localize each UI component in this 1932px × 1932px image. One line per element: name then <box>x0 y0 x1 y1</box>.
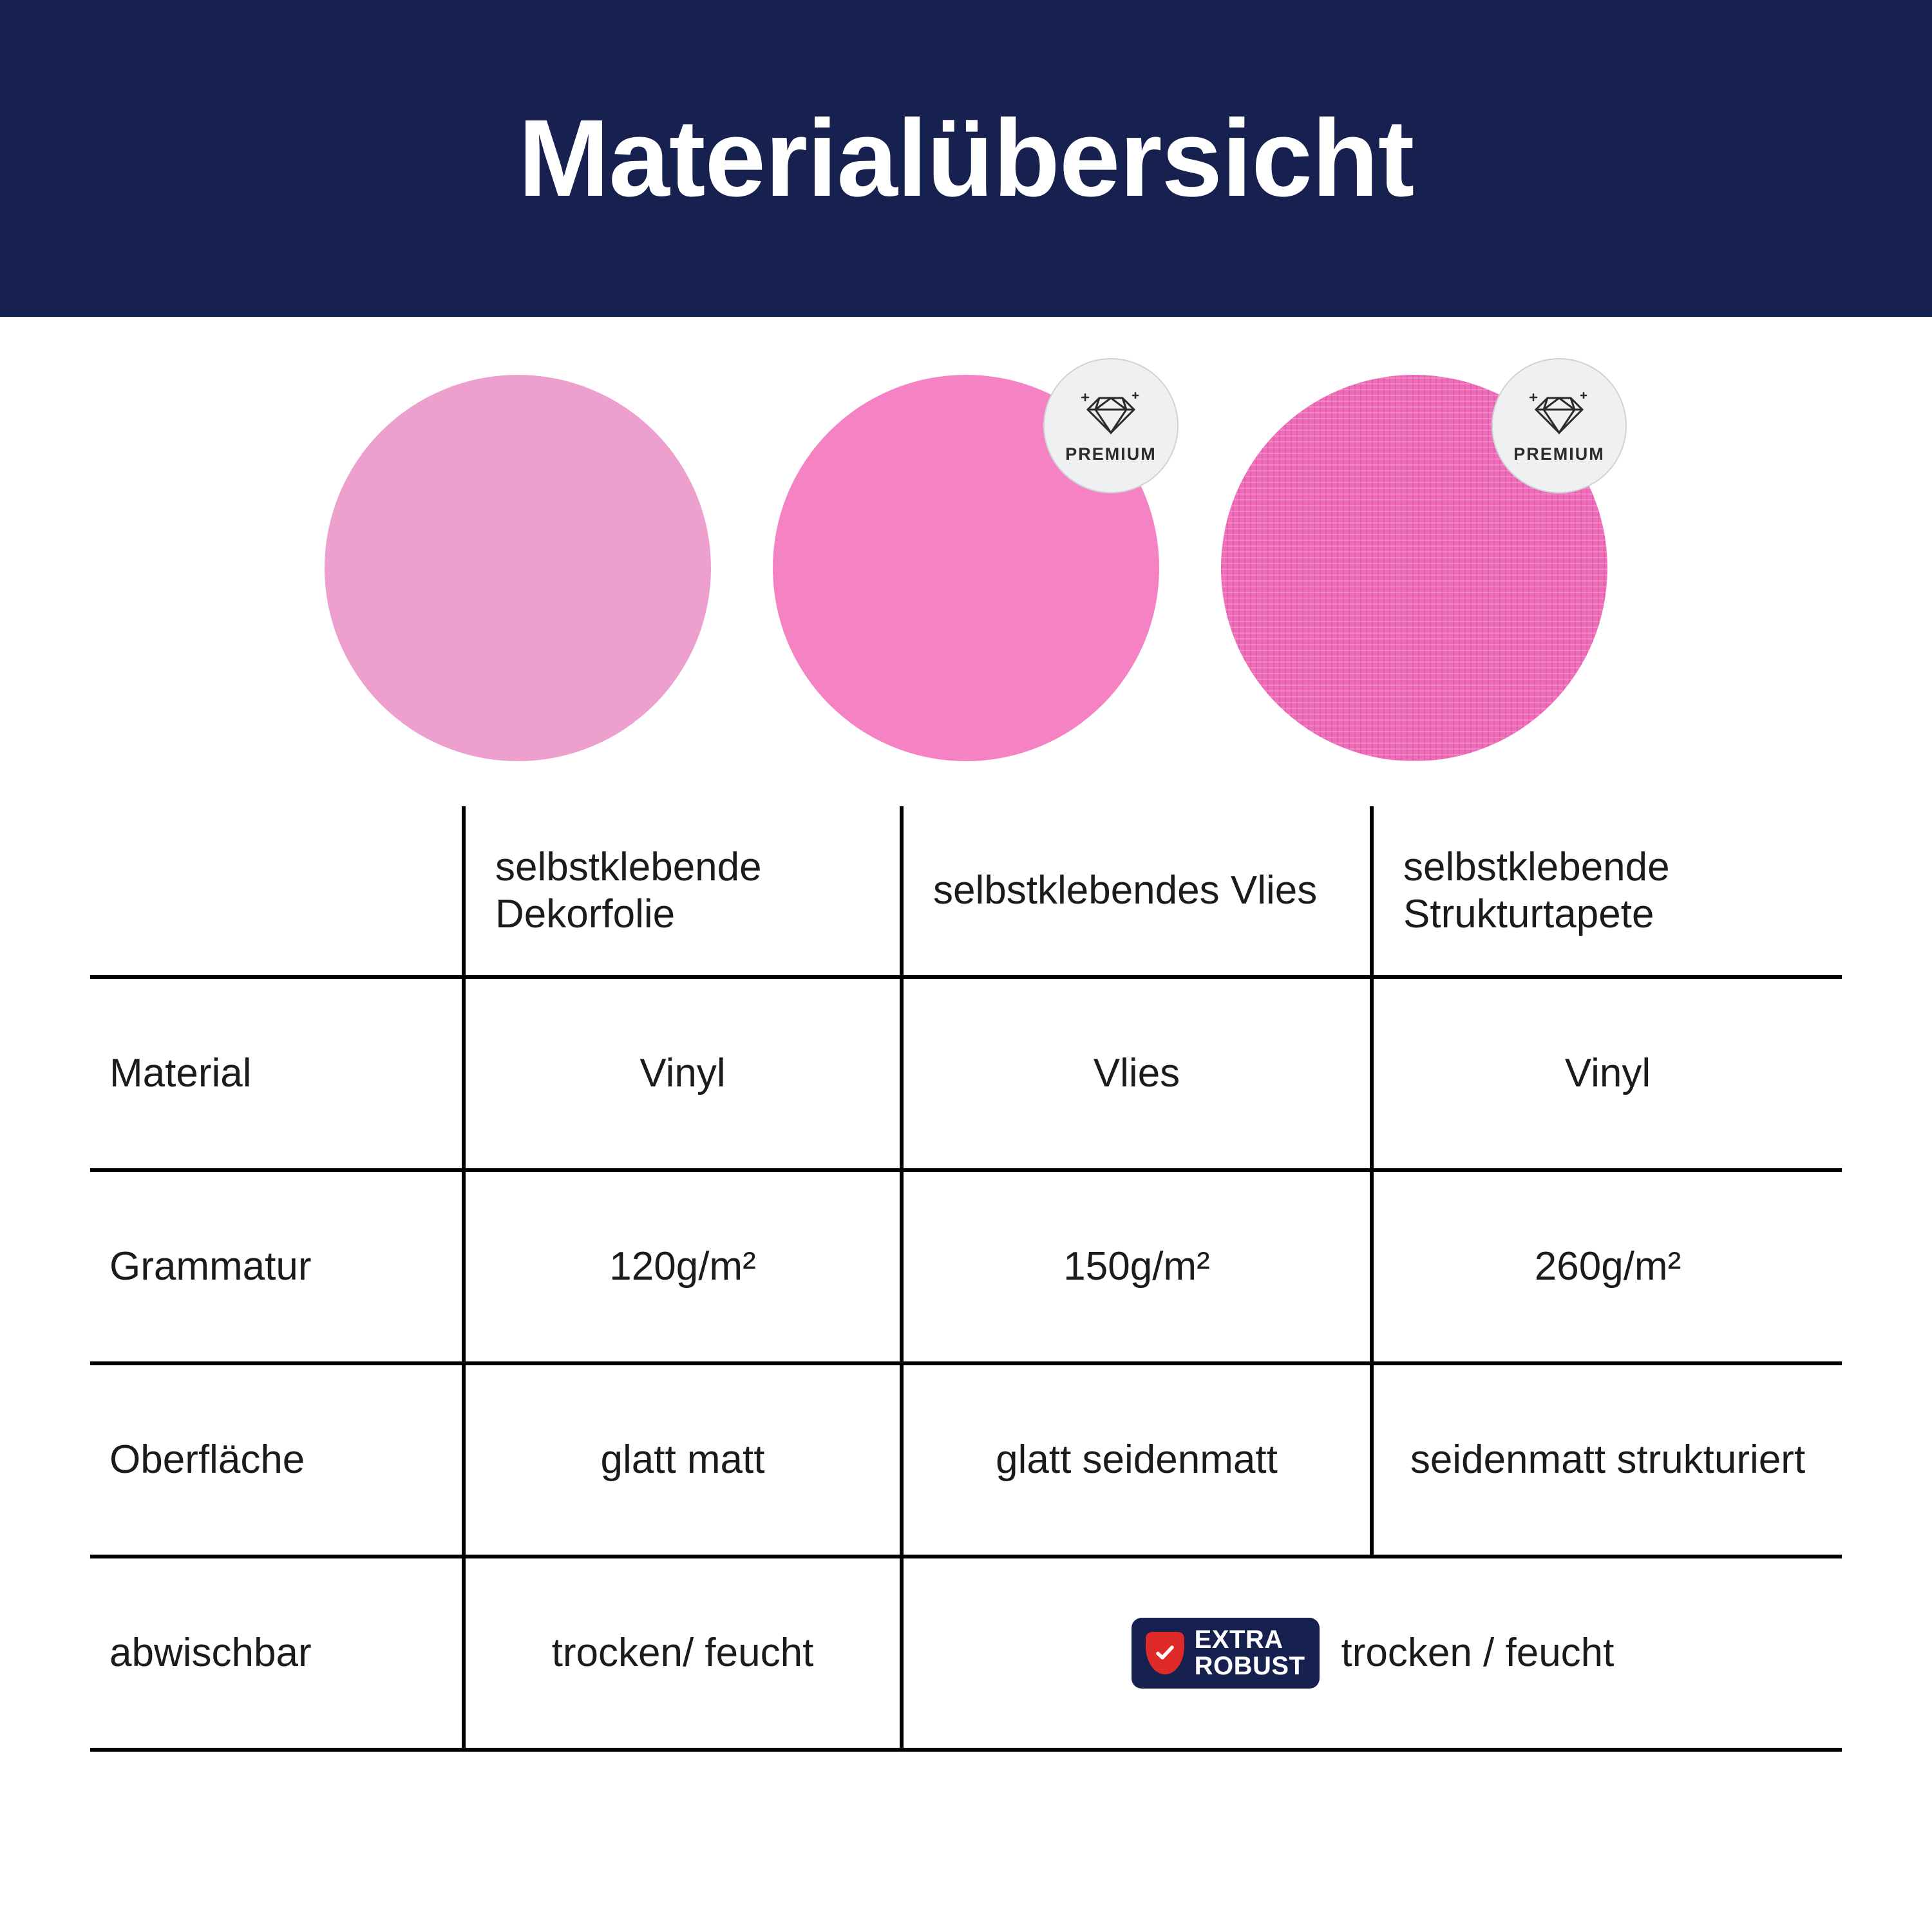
cell-grammatur-vlies: 150g/m² <box>902 1170 1372 1363</box>
cell-oberflaeche-dekorfolie: glatt matt <box>464 1363 902 1557</box>
material-table-area <box>0 806 1932 1752</box>
premium-badge-vlies <box>1043 358 1179 493</box>
swatch-item-strukturtapete <box>1221 375 1607 761</box>
table-header-row <box>90 806 1842 977</box>
row-label-oberflaeche: Oberfläche <box>90 1363 464 1557</box>
cell-material-vlies: Vlies <box>902 977 1372 1170</box>
cell-grammatur-strukturtapete: 260g/m² <box>1372 1170 1842 1363</box>
cell-oberflaeche-vlies: glatt seidenmatt <box>902 1363 1372 1557</box>
row-label-abwischbar: abwischbar <box>90 1557 464 1750</box>
material-comparison-table <box>90 806 1842 1752</box>
table-row <box>90 1363 1842 1557</box>
table-row <box>90 1557 1842 1750</box>
page-title: Materialübersicht <box>518 97 1414 220</box>
cell-abwischbar-merged-text: trocken / feucht <box>1341 1631 1615 1676</box>
premium-badge-strukturtapete <box>1492 358 1627 493</box>
extra-robust-line2: ROBUST <box>1194 1652 1305 1680</box>
cell-oberflaeche-strukturtapete: seidenmatt strukturiert <box>1372 1363 1842 1557</box>
cell-abwischbar-dekorfolie: trocken/ feucht <box>464 1557 902 1750</box>
cell-grammatur-dekorfolie: 120g/m² <box>464 1170 902 1363</box>
extra-robust-line1: EXTRA <box>1194 1625 1283 1654</box>
table-column-header-vlies: selbstklebendes Vlies <box>902 806 1372 977</box>
premium-badge-label: PREMIUM <box>1065 444 1157 464</box>
table-row <box>90 1170 1842 1363</box>
diamond-icon <box>1080 388 1142 439</box>
extra-robust-badge <box>1132 1618 1320 1689</box>
cell-material-dekorfolie: Vinyl <box>464 977 902 1170</box>
premium-badge-label: PREMIUM <box>1513 444 1605 464</box>
table-corner-cell <box>90 806 464 977</box>
robust-cell-content <box>913 1618 1833 1689</box>
table-row <box>90 977 1842 1170</box>
table-column-header-dekorfolie: selbstklebende Dekorfolie <box>464 806 902 977</box>
row-label-material: Material <box>90 977 464 1170</box>
row-label-grammatur: Grammatur <box>90 1170 464 1363</box>
swatch-circle-dekorfolie <box>325 375 711 761</box>
page-header <box>0 0 1932 317</box>
swatch-item-dekorfolie <box>325 375 711 761</box>
extra-robust-label <box>1195 1627 1305 1680</box>
material-swatch-row <box>0 317 1932 806</box>
table-column-header-strukturtapete: selbstklebende Strukturtapete <box>1372 806 1842 977</box>
diamond-icon <box>1528 388 1590 439</box>
cell-abwischbar-merged <box>902 1557 1842 1750</box>
shield-check-icon <box>1146 1632 1184 1674</box>
cell-material-strukturtapete: Vinyl <box>1372 977 1842 1170</box>
swatch-item-vlies <box>773 375 1159 761</box>
